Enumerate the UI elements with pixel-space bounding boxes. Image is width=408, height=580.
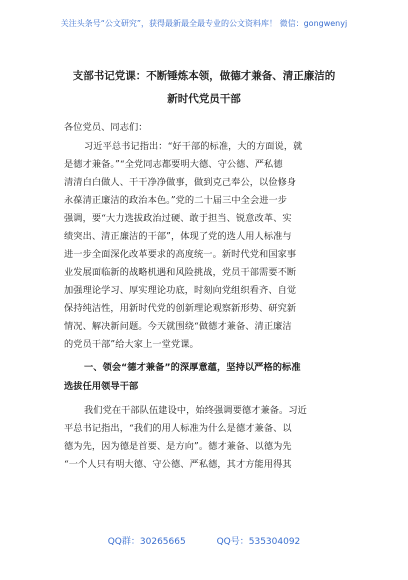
body-line: 是德才兼备。”“全党同志都要明大德、守公德、严私德 (64, 159, 283, 170)
document-title-line-1: 支部书记党课：不断锤炼本领，做德才兼备、清正廉洁的 (72, 70, 336, 82)
salutation: 各位党员、同志们： (64, 122, 148, 133)
footer-contact (0, 534, 408, 547)
document-title-line-2: 新时代党员干部 (167, 93, 241, 105)
body-line: 保持纯洁性，用新时代党的创新理论观察新形势、研究新 (64, 303, 297, 314)
header-note: 关注头条号“公文研究”，获得最新最全最专业的公文资料库！ 微信：gongwenyj (60, 19, 348, 28)
body-line: 进一步全面深化改革要求的高度统一。新时代党和国家事 (64, 249, 297, 260)
body-line: 强调，要“大力选拔政治过硬、敢于担当、锐意改革、实 (64, 213, 292, 224)
body-line: 清清白白做人、干干净净做事，做到克己奉公，以俭修身 (64, 177, 297, 188)
body-line: 永葆清正廉洁的政治本色。”党的二十届三中全会进一步 (64, 195, 288, 206)
body-line: 业发展面临新的战略机遇和风险挑战，党员干部需要不断 (64, 267, 297, 278)
section-heading-line-2: 选拔任用领导干部 (64, 381, 139, 392)
body-line: 平总书记指出，“我们的用人标准为什么是德才兼备、以 (64, 423, 292, 434)
body-line: 的党员干部”给大家上一堂党课。 (64, 339, 199, 350)
body-line: 加强理论学习、厚实理论功底，时刻向党组织看齐、自觉 (64, 285, 297, 296)
section-heading-line-1: 一、领会“德才兼备”的深厚意蕴，坚持以严格的标准 (84, 362, 301, 373)
body-line: 德为先，因为德是首要、是方向”。德才兼备、以德为先 (64, 441, 292, 452)
footer-qq-number: QQ号：535304092 (216, 537, 301, 547)
body-line: 绩突出、清正廉洁的干部”，体现了党的选人用人标准与 (64, 231, 292, 242)
body-line: 我们党在干部队伍建设中，始终强调要德才兼备。习近 (84, 405, 307, 416)
body-line: 习近平总书记指出：“好干部的标准，大的方面说，就 (84, 141, 303, 152)
body-line: “一个人只有明大德、守公德、严私德，其才方能用得其 (64, 459, 292, 470)
body-line: 情况、解决新问题。今天就围绕“做德才兼备、清正廉洁 (64, 321, 292, 332)
footer-qq-group: QQ群：30265665 (107, 537, 186, 547)
